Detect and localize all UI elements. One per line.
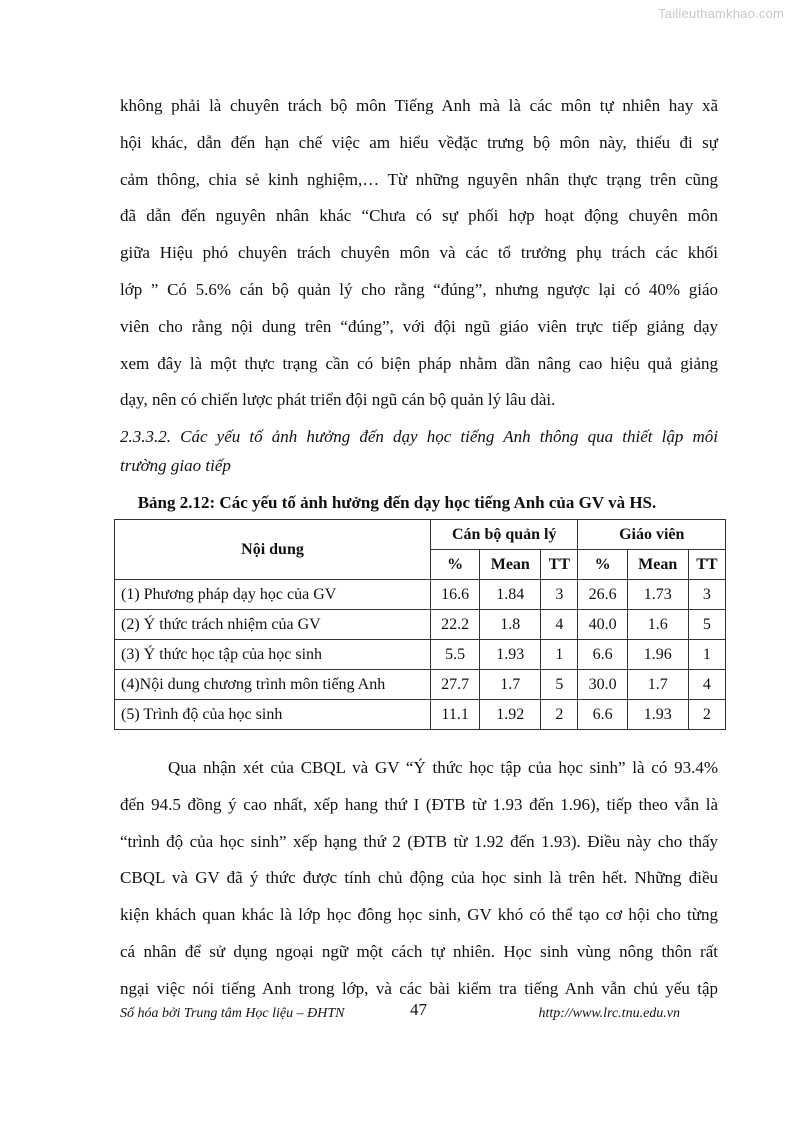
header-group-teachers: Giáo viên	[578, 520, 726, 550]
row-label: (3) Ý thức học tập của học sinh	[115, 640, 431, 670]
heading-line: 2.3.3.2. Các yếu tố ảnh hưởng đến dạy học tiếng Anh thông qua thiết lập môi	[120, 427, 718, 446]
table-caption: Bảng 2.12: Các yếu tố ảnh hưởng đến dạy học tiếng Anh của GV và HS.	[137, 493, 657, 512]
cell-teacher-tt: 4	[688, 670, 725, 700]
cell-teacher-mean: 1.93	[627, 700, 688, 730]
cell-teacher-pct: 26.6	[578, 580, 627, 610]
text-line: đã dẫn đến nguyên nhân khác “Chưa có sự phối hợp hoạt động chuyên môn	[120, 206, 718, 226]
cell-manager-mean: 1.7	[480, 670, 541, 700]
header-pct: %	[431, 550, 480, 580]
cell-manager-mean: 1.93	[480, 640, 541, 670]
header-tt: TT	[688, 550, 725, 580]
text-line: cá nhân để sử dụng ngoại ngữ một cách tự nhiên. Học sinh vùng nông thôn rất	[120, 941, 718, 961]
row-label: (2) Ý thức trách nhiệm của GV	[115, 610, 431, 640]
table-header-row	[115, 520, 726, 550]
cell-teacher-mean: 1.96	[627, 640, 688, 670]
cell-manager-pct: 11.1	[431, 700, 480, 730]
cell-teacher-tt: 2	[688, 700, 725, 730]
row-label: (5) Trình độ của học sinh	[115, 700, 431, 730]
text-line: xem đây là một thực trạng cần có biện pháp nhằm dần nâng cao hiệu quả giảng	[120, 353, 718, 373]
cell-manager-tt: 5	[541, 670, 578, 700]
text-line: kiện khách quan khác là lớp học đông học sinh, GV khó có thể tạo cơ hội cho từng	[120, 905, 718, 925]
text-line: không phải là chuyên trách bộ môn Tiếng Anh mà là các môn tự nhiên hay xã	[120, 96, 718, 115]
text-line: hội khác, dẫn đến hạn chế việc am hiểu vềđặc trưng bộ môn này, thiếu đi sự	[120, 132, 718, 152]
table-row	[115, 610, 726, 640]
cell-teacher-pct: 6.6	[578, 700, 627, 730]
text-line: giữa Hiệu phó chuyên trách chuyên môn và các tổ trưởng phụ trách các khối	[120, 243, 718, 263]
text-line: “trình độ của học sinh” xếp hạng thứ 2 (ĐTB từ 1.92 đến 1.93). Điều này cho thấy	[120, 831, 718, 851]
cell-teacher-mean: 1.7	[627, 670, 688, 700]
header-mean: Mean	[480, 550, 541, 580]
cell-manager-pct: 27.7	[431, 670, 480, 700]
cell-manager-pct: 22.2	[431, 610, 480, 640]
text-line: Qua nhận xét của CBQL và GV “Ý thức học tập của học sinh” là có 93.4%	[168, 758, 718, 777]
text-line: lớp ” Có 5.6% cán bộ quản lý cho rằng “đúng”, nhưng ngược lại có 40% giáo	[120, 279, 718, 299]
watermark: Tailieuthamkhao.com	[658, 6, 784, 21]
cell-manager-mean: 1.84	[480, 580, 541, 610]
body-paragraph-1	[120, 88, 718, 419]
header-mean: Mean	[627, 550, 688, 580]
cell-manager-tt: 3	[541, 580, 578, 610]
header-content: Nội dung	[115, 520, 431, 580]
footer-url: http://www.lrc.tnu.edu.vn	[538, 1006, 680, 1021]
table-row	[115, 640, 726, 670]
page-footer	[120, 1000, 718, 1030]
row-label: (4)Nội dung chương trình môn tiếng Anh	[115, 670, 431, 700]
table-row	[115, 580, 726, 610]
text-line: ngại việc nói tiếng Anh trong lớp, và các bài kiểm tra tiếng Anh vẫn chủ yếu tập	[120, 978, 718, 998]
text-line: cảm thông, chia sẻ kinh nghiệm,… Từ những nguyên nhân thực trạng trên cũng	[120, 169, 718, 189]
cell-manager-mean: 1.8	[480, 610, 541, 640]
cell-teacher-tt: 1	[688, 640, 725, 670]
text-line: CBQL và GV đã ý thức được tính chủ động của học sinh là trên hết. Những điều	[120, 868, 718, 888]
text-line: dạy, nên có chiến lược phát triển đội ngũ cán bộ quản lý lâu dài.	[120, 390, 556, 410]
header-tt: TT	[541, 550, 578, 580]
section-heading	[120, 423, 718, 480]
table-row	[115, 700, 726, 730]
header-group-managers: Cán bộ quản lý	[431, 520, 578, 550]
cell-teacher-mean: 1.6	[627, 610, 688, 640]
cell-teacher-pct: 6.6	[578, 640, 627, 670]
cell-manager-pct: 16.6	[431, 580, 480, 610]
cell-manager-tt: 2	[541, 700, 578, 730]
factors-table	[114, 519, 726, 730]
cell-teacher-pct: 40.0	[578, 610, 627, 640]
header-pct: %	[578, 550, 627, 580]
table-row	[115, 670, 726, 700]
cell-manager-pct: 5.5	[431, 640, 480, 670]
cell-teacher-tt: 5	[688, 610, 725, 640]
body-paragraph-2	[120, 750, 718, 1008]
heading-line: trường giao tiếp	[120, 455, 231, 475]
cell-manager-mean: 1.92	[480, 700, 541, 730]
cell-manager-tt: 4	[541, 610, 578, 640]
cell-teacher-mean: 1.73	[627, 580, 688, 610]
cell-teacher-tt: 3	[688, 580, 725, 610]
page-number: 47	[410, 1000, 427, 1019]
row-label: (1) Phương pháp dạy học của GV	[115, 580, 431, 610]
text-line: viên cho rằng nội dung trên “đúng”, với đội ngũ giáo viên trực tiếp giảng dạy	[120, 316, 718, 336]
cell-teacher-pct: 30.0	[578, 670, 627, 700]
cell-manager-tt: 1	[541, 640, 578, 670]
footer-source: Số hóa bởi Trung tâm Học liệu – ĐHTN	[120, 1006, 345, 1021]
text-line: đến 94.5 đồng ý cao nhất, xếp hang thứ I (ĐTB từ 1.93 đến 1.96), tiếp theo vẫn là	[120, 794, 718, 814]
